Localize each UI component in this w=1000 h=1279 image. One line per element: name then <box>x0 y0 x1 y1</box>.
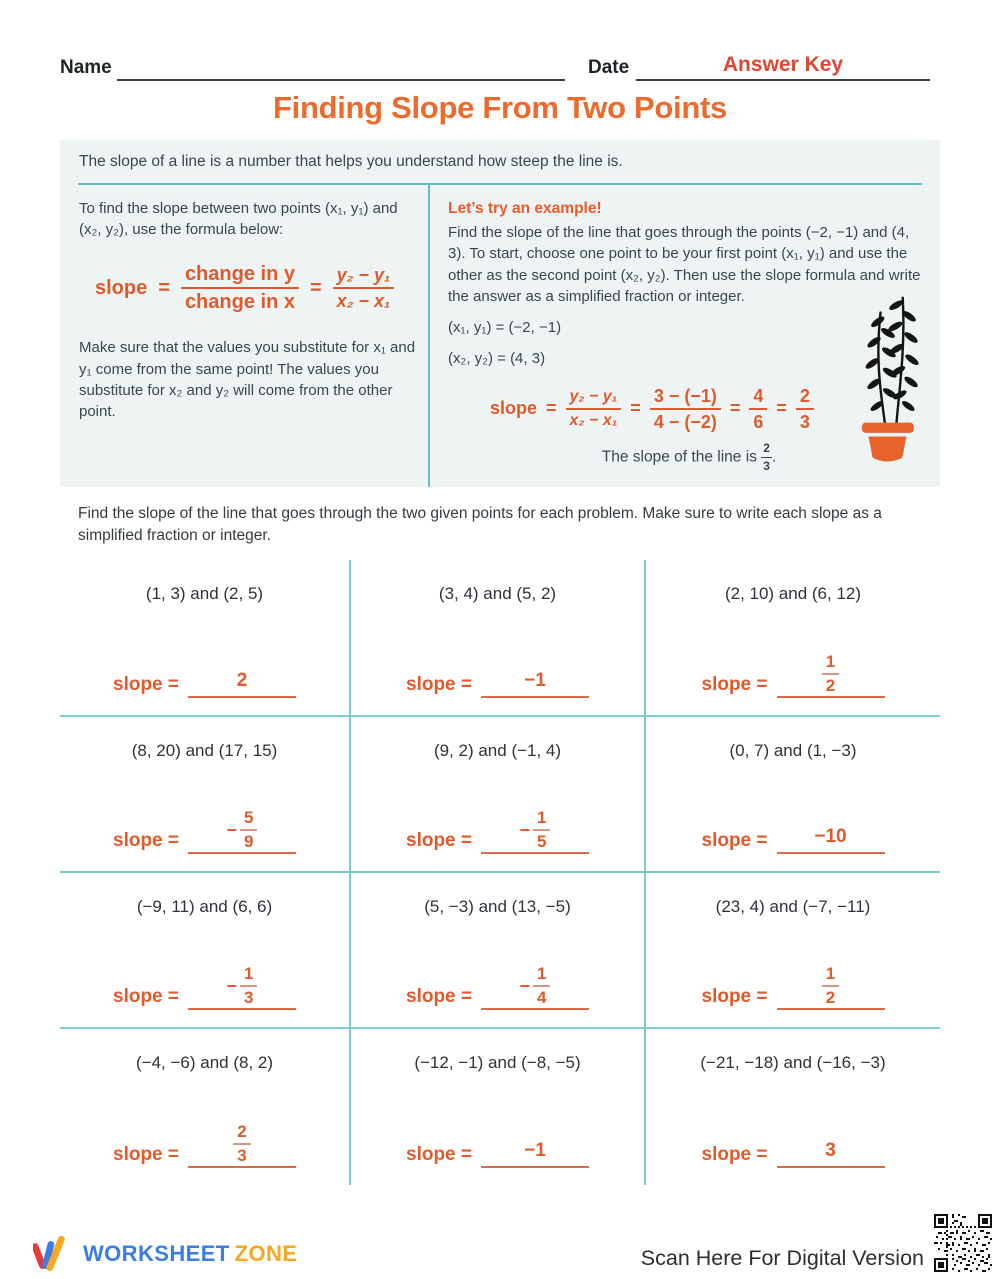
problem-cell-10 <box>60 1029 351 1185</box>
answer-fraction: 1 2 <box>822 653 839 696</box>
unsimplified-fraction: $\frac{4}{6}$ <box>749 386 767 432</box>
answer-blank <box>777 965 885 1010</box>
brand-zone: ZONE <box>234 1241 298 1266</box>
problem-points: (1, 3) and (2, 5) <box>145 584 264 603</box>
problem-points: (8, 20) and (17, 15) <box>131 741 278 760</box>
equals-sign: = <box>158 276 170 299</box>
problem-cell-12 <box>646 1029 940 1185</box>
scan-caption: Scan Here For Digital Version <box>640 1246 924 1270</box>
answer-fraction: − $\frac{1}{5}$ <box>520 809 551 852</box>
date-label: Date <box>588 57 630 78</box>
answer-blank <box>481 965 589 1010</box>
equals-sign: = <box>729 398 741 419</box>
slope-label: slope = <box>113 1144 179 1165</box>
example-body: Find the slope of the line that goes through the points (−2, −1) and (4, 3). To start, choose one point to be your first point (x₁, y₁) and use the other as the second point (x₂, y₂). Then use the slope formula and write the answer as a simplified fraction or integer. <box>448 224 921 305</box>
answer-blank <box>481 670 589 698</box>
answer-blank <box>777 826 885 854</box>
potted-plant-icon <box>850 281 924 469</box>
intro-right-column <box>448 198 930 473</box>
variable-fraction: $\frac{\text{y₂ − y₁}}{\text{x₂ − x₁}}$ <box>566 388 622 430</box>
slope-word: slope <box>95 276 148 299</box>
slope-label: slope = <box>406 674 472 695</box>
problem-points: (9, 2) and (−1, 4) <box>433 741 562 760</box>
problems-grid <box>60 560 940 1185</box>
qr-code <box>934 1214 992 1272</box>
answer-blank <box>188 809 296 854</box>
problem-points: (5, −3) and (13, −5) <box>424 897 571 916</box>
problem-cell-4 <box>60 717 351 873</box>
answer-value: −1 <box>524 1140 546 1161</box>
answer-key-text: Answer Key <box>722 53 844 76</box>
problem-cell-8 <box>351 873 646 1029</box>
slope-label: slope = <box>406 830 472 851</box>
slope-word: slope <box>490 398 538 419</box>
answer-blank <box>777 1140 885 1168</box>
directions-text: Find the slope of the line that goes through the two given points for each problem. Make sure to write each slope as a simplified fraction or integer. <box>78 505 882 544</box>
answer-fraction: 2 3 <box>233 1123 250 1166</box>
answer-blank <box>188 670 296 698</box>
equals-sign: = <box>546 398 557 419</box>
slope-label: slope = <box>113 674 179 695</box>
slope-label: slope = <box>701 1144 768 1165</box>
answer-blank <box>481 809 589 854</box>
slope-label: slope = <box>113 986 179 1007</box>
problem-cell-3 <box>646 560 940 717</box>
slope-label: slope = <box>701 986 768 1007</box>
problem-cell-11 <box>351 1029 646 1185</box>
problem-points: (0, 7) and (1, −3) <box>729 741 857 760</box>
name-label: Name <box>60 57 112 78</box>
intro-box <box>60 140 940 487</box>
change-fraction: $\frac{\text{change in y}}{\text{change in x}}$ <box>181 263 299 314</box>
answer-value: −1 <box>524 670 546 691</box>
name-blank-line <box>117 57 565 81</box>
intro-left-column <box>79 198 417 423</box>
intro-horizontal-rule <box>78 183 922 185</box>
conclusion-fraction: $\frac{2}{3}$ <box>763 441 770 473</box>
answer-blank <box>188 965 296 1010</box>
problem-cell-5 <box>351 717 646 873</box>
problem-points: (23, 4) and (−7, −11) <box>715 897 871 916</box>
page-title: Finding Slope From Two Points <box>273 90 727 125</box>
example-heading: Let’s try an example! <box>448 200 602 217</box>
slope-label: slope = <box>406 1144 472 1165</box>
slope-label: slope = <box>701 830 768 851</box>
variable-fraction: $\frac{\text{y₂ − y₁}}{\text{x₂ − x₁}}$ <box>333 265 395 311</box>
problem-points: (−9, 11) and (6, 6) <box>136 897 273 916</box>
slope-label: slope = <box>701 674 768 695</box>
conclusion-text: The slope of the line is <box>601 448 757 466</box>
slope-formula <box>95 263 417 314</box>
example-point-2: (x₂, y₂) = (4, 3) <box>448 350 546 368</box>
logo-icon <box>33 1233 75 1275</box>
problem-points: (−4, −6) and (8, 2) <box>135 1053 274 1072</box>
answer-fraction: − $\frac{5}{9}$ <box>227 809 258 852</box>
problem-points: (−12, −1) and (−8, −5) <box>414 1053 581 1072</box>
problem-points: (−21, −18) and (−16, −3) <box>700 1053 886 1072</box>
problem-cell-9 <box>646 873 940 1029</box>
problem-cell-1 <box>60 560 351 717</box>
answer-blank <box>777 653 885 698</box>
answer-blank <box>188 1123 296 1168</box>
conclusion-period: . <box>771 448 777 466</box>
simplified-fraction: $\frac{2}{3}$ <box>796 386 814 432</box>
substituted-fraction: $\frac{3 - (-1)}{4 - (-2)}$ <box>650 386 721 432</box>
slope-label: slope = <box>406 986 472 1007</box>
problem-points: (3, 4) and (5, 2) <box>438 584 557 603</box>
formula-note-text: Make sure that the values you substitute for x₁ and y₁ come from the same point! The values you substitute for x₂ and y₂ will come from the other point. <box>79 339 416 421</box>
problem-cell-6 <box>646 717 940 873</box>
worksheetzone-logo <box>33 1233 297 1275</box>
answer-fraction: − $\frac{1}{4}$ <box>520 965 551 1008</box>
intro-vertical-rule <box>428 185 430 487</box>
equals-sign: = <box>776 398 787 419</box>
problem-cell-2 <box>351 560 646 717</box>
answer-value: 3 <box>825 1140 836 1161</box>
answer-value: 2 <box>236 670 248 691</box>
answer-fraction: 1 2 <box>822 965 839 1008</box>
intro-lead: The slope of a line is a number that helps you understand how steep the line is. <box>79 153 623 170</box>
answer-fraction: − $\frac{1}{3}$ <box>227 965 258 1008</box>
problem-points: (2, 10) and (6, 12) <box>724 584 862 603</box>
problem-cell-7 <box>60 873 351 1029</box>
formula-intro-text: To find the slope between two points (x₁, y₁) and (x₂, y₂), use the formula below: <box>79 200 398 239</box>
brand-worksheet: WORKSHEET <box>83 1241 230 1266</box>
equals-sign: = <box>309 276 322 299</box>
equals-sign: = <box>630 398 641 419</box>
answer-blank <box>481 1140 589 1168</box>
example-point-1: (x₁, y₁) = (−2, −1) <box>448 319 562 337</box>
answer-value: −10 <box>814 826 847 847</box>
slope-label: slope = <box>113 830 179 851</box>
